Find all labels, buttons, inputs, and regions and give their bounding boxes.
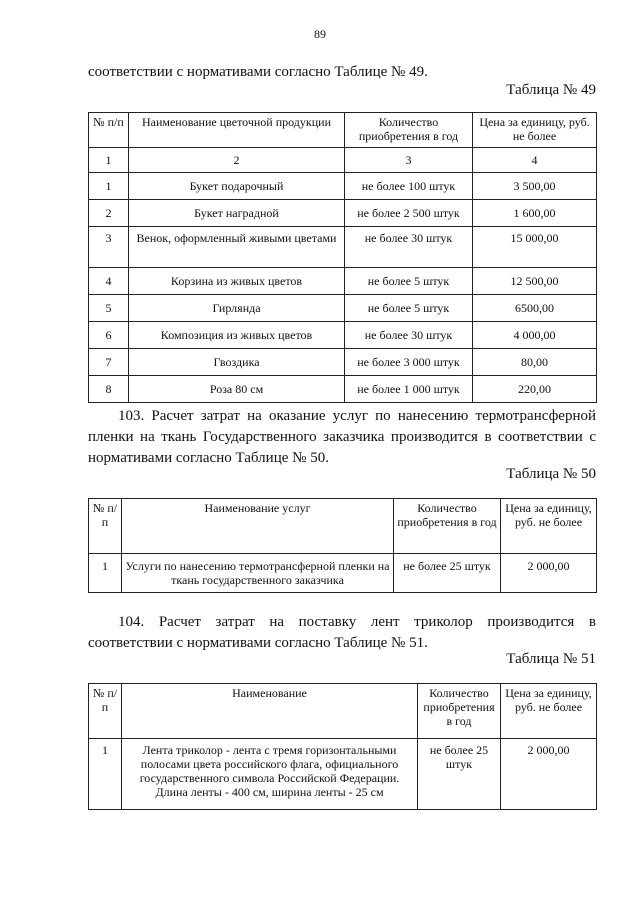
table-row xyxy=(89,227,597,268)
header-cell-name: Наименование услуг xyxy=(122,499,394,554)
page-number: 89 xyxy=(314,27,326,41)
cell-price: 2 000,00 xyxy=(501,739,597,810)
table-49-caption: Таблица № 49 xyxy=(506,82,596,98)
cell-quantity: не более 100 штук xyxy=(345,173,473,200)
column-index-row xyxy=(89,148,597,173)
header-cell-price: Цена за единицу, руб. не более xyxy=(473,113,597,148)
paragraph-103-line-2: пленки на ткань Государственного заказчика производится в соответствии с xyxy=(88,429,596,445)
cell-quantity: не более 1 000 штук xyxy=(345,376,473,403)
table-row xyxy=(89,268,597,295)
paragraph-104-line-2: соответствии с нормативами согласно Таблице № 51. xyxy=(88,635,428,651)
cell-number: 8 xyxy=(89,376,129,403)
cell-number: 7 xyxy=(89,349,129,376)
cell-number: 1 xyxy=(89,173,129,200)
cell-quantity: не более 3 000 штук xyxy=(345,349,473,376)
index-cell: 3 xyxy=(345,148,473,173)
cell-price: 6500,00 xyxy=(473,295,597,322)
cell-price: 15 000,00 xyxy=(473,227,597,268)
cell-number: 2 xyxy=(89,200,129,227)
cell-price: 1 600,00 xyxy=(473,200,597,227)
cell-name: Роза 80 см xyxy=(129,376,345,403)
cell-name: Услуги по нанесению термотрансферной пленки на ткань государственного заказчика xyxy=(122,554,394,593)
cell-quantity: не более 2 500 штук xyxy=(345,200,473,227)
cell-name: Гвоздика xyxy=(129,349,345,376)
table-header-row xyxy=(89,113,597,148)
header-cell-quantity: Количество приобретения в год xyxy=(394,499,501,554)
cell-number: 6 xyxy=(89,322,129,349)
cell-quantity: не более 5 штук xyxy=(345,268,473,295)
header-cell-quantity: Количество приобретения в год xyxy=(418,684,501,739)
cell-number: 3 xyxy=(89,227,129,268)
table-header-row xyxy=(89,684,597,739)
table-row xyxy=(89,739,597,810)
header-cell-price: Цена за единицу, руб. не более xyxy=(501,499,597,554)
table-50-caption: Таблица № 50 xyxy=(506,466,596,482)
cell-price: 220,00 xyxy=(473,376,597,403)
cell-quantity: не более 30 штук xyxy=(345,322,473,349)
cell-name: Венок, оформленный живыми цветами xyxy=(129,227,345,268)
index-cell: 1 xyxy=(89,148,129,173)
cell-name: Букет наградной xyxy=(129,200,345,227)
paragraph-103-line-1: 103. Расчет затрат на оказание услуг по нанесению термотрансферной xyxy=(118,408,596,424)
table-row xyxy=(89,173,597,200)
table-header-row xyxy=(89,499,597,554)
cell-quantity: не более 5 штук xyxy=(345,295,473,322)
cell-quantity: не более 25 штук xyxy=(394,554,501,593)
cell-name: Корзина из живых цветов xyxy=(129,268,345,295)
header-cell-number: № п/п xyxy=(89,684,122,739)
cell-quantity: не более 30 штук xyxy=(345,227,473,268)
intro-line: соответствии с нормативами согласно Таблице № 49. xyxy=(88,64,428,80)
header-cell-price: Цена за единицу, руб. не более xyxy=(501,684,597,739)
cell-price: 12 500,00 xyxy=(473,268,597,295)
index-cell: 2 xyxy=(129,148,345,173)
index-cell: 4 xyxy=(473,148,597,173)
cell-name: Лента триколор - лента с тремя горизонтальными полосами цвета российского флага, официального государственного символа Российской Федерации. Длина ленты - 400 см, ширина ленты - 25 см xyxy=(122,739,418,810)
cell-number: 4 xyxy=(89,268,129,295)
cell-name: Композиция из живых цветов xyxy=(129,322,345,349)
paragraph-104-line-1: 104. Расчет затрат на поставку лент триколор производится в xyxy=(118,614,596,630)
table-row xyxy=(89,295,597,322)
cell-number: 5 xyxy=(89,295,129,322)
cell-number: 1 xyxy=(89,739,122,810)
paragraph-103 xyxy=(88,406,596,469)
cell-price: 80,00 xyxy=(473,349,597,376)
paragraph-103-line-3: нормативами согласно Таблице № 50. xyxy=(88,450,329,466)
cell-price: 3 500,00 xyxy=(473,173,597,200)
table-row xyxy=(89,200,597,227)
header-cell-number: № п/п xyxy=(89,113,129,148)
cell-number: 1 xyxy=(89,554,122,593)
cell-name: Букет подарочный xyxy=(129,173,345,200)
table-row xyxy=(89,554,597,593)
paragraph-104 xyxy=(88,612,596,654)
table-row xyxy=(89,322,597,349)
table-row xyxy=(89,376,597,403)
cell-quantity: не более 25 штук xyxy=(418,739,501,810)
table-51 xyxy=(88,683,597,810)
header-cell-name: Наименование цветочной продукции xyxy=(129,113,345,148)
cell-price: 4 000,00 xyxy=(473,322,597,349)
header-cell-quantity: Количество приобретения в год xyxy=(345,113,473,148)
cell-price: 2 000,00 xyxy=(501,554,597,593)
table-50 xyxy=(88,498,597,593)
cell-name: Гирлянда xyxy=(129,295,345,322)
table-49 xyxy=(88,112,597,403)
table-row xyxy=(89,349,597,376)
header-cell-name: Наименование xyxy=(122,684,418,739)
table-51-caption: Таблица № 51 xyxy=(506,651,596,667)
header-cell-number: № п/п xyxy=(89,499,122,554)
